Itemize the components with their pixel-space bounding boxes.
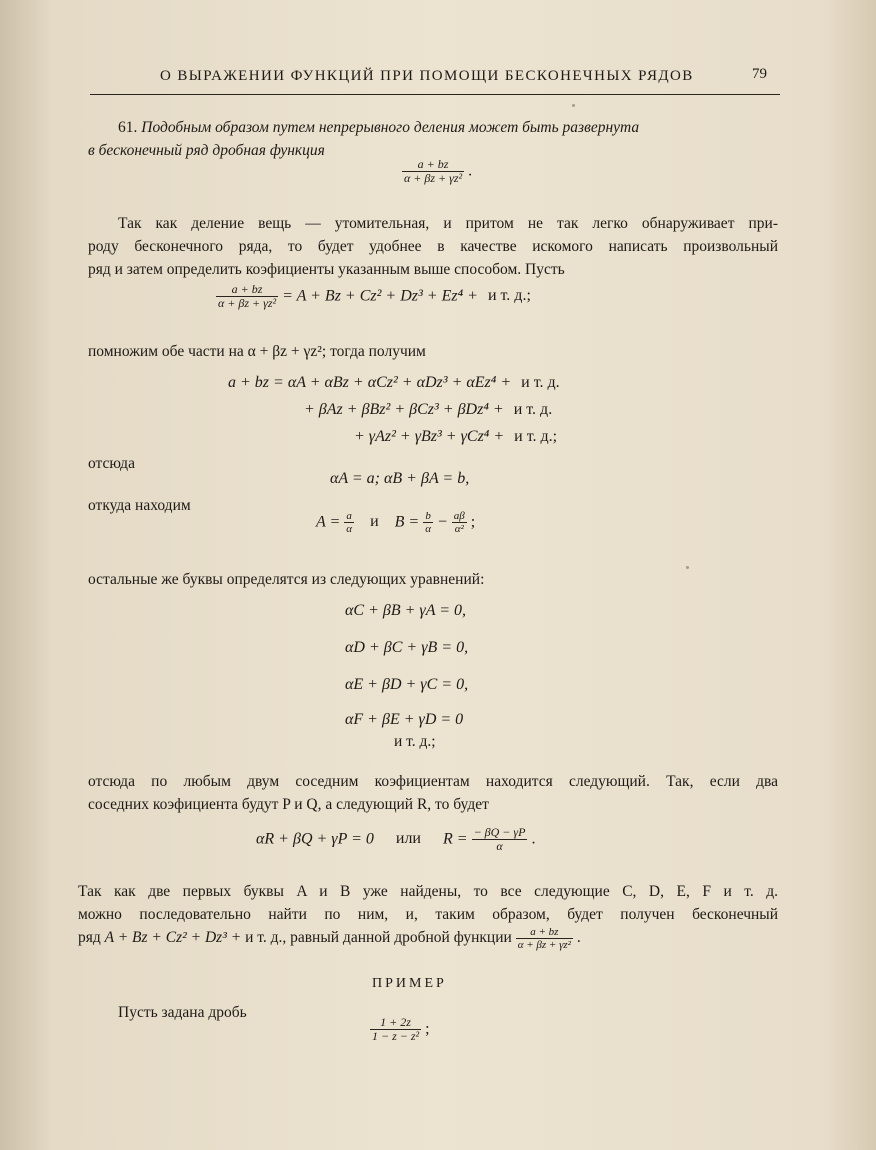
fraction-2-num: 1 + 2z bbox=[370, 1016, 421, 1030]
header-title: О ВЫРАЖЕНИИ ФУНКЦИЙ ПРИ ПОМОЩИ БЕСКОНЕЧНЫХ РЯДОВ bbox=[160, 68, 694, 84]
eq2-line3-expr: + γAz² + γBz³ + γCz⁴ + bbox=[354, 428, 505, 445]
eq2-line1-expr: a + bz = αA + αBz + αCz² + αDz³ + αEz⁴ + bbox=[228, 374, 512, 391]
system-eq-3: αE + βD + γC = 0, bbox=[345, 676, 469, 693]
paragraph-5: откуда находим bbox=[88, 497, 191, 514]
p8-line1: Так как две первых буквы A и B уже найдены, то все следующие C, D, E, F и т. д. bbox=[78, 883, 778, 900]
p2-line3: ряд и затем определить коэфициенты указанным выше способом. Пусть bbox=[88, 261, 565, 278]
eq1-num: a + bz bbox=[216, 283, 278, 297]
eq4-a-lhs: A = bbox=[316, 513, 341, 531]
paragraph-61 bbox=[118, 116, 778, 139]
section-heading: ПРИМЕР bbox=[372, 976, 447, 991]
header-rule bbox=[90, 94, 780, 95]
equation-recurrence bbox=[256, 826, 535, 853]
eq2-line2-tail: и т. д. bbox=[513, 401, 553, 418]
eq4-a-num: a bbox=[344, 510, 354, 523]
fraction-1 bbox=[402, 158, 472, 185]
eq4-tail: ; bbox=[470, 513, 476, 531]
p8-frac-num: a + bz bbox=[516, 926, 573, 939]
eq5-lhs: αR + βQ + γP = 0 bbox=[256, 830, 374, 848]
paragraph-7 bbox=[88, 770, 778, 816]
eq1-rhs: = A + Bz + Cz² + Dz³ + Ez⁴ + bbox=[282, 287, 478, 305]
equation-series bbox=[216, 283, 531, 310]
p8-line3 bbox=[78, 926, 778, 951]
p61-line2: в бесконечный ряд дробная функция bbox=[88, 142, 325, 159]
eq4-b1-den: α bbox=[425, 523, 431, 536]
fraction-2-tail: ; bbox=[425, 1020, 430, 1038]
equation-3: αA = a; αB + βA = b, bbox=[330, 470, 470, 487]
fraction-1-tail: . bbox=[468, 162, 473, 180]
eq2-line3-tail: и т. д.; bbox=[514, 428, 558, 445]
eq2-line3 bbox=[354, 428, 557, 446]
running-header bbox=[0, 68, 876, 92]
eq5-or: или bbox=[395, 830, 421, 848]
p2-line2: роду бесконечного ряда, то будет удобнее в качестве искомого написать произвольный bbox=[88, 238, 778, 255]
p8-line3-series: A + Bz + Cz² + Dz³ + bbox=[104, 929, 242, 947]
eq4-b-lhs: B = bbox=[394, 513, 420, 531]
eq4-and: и bbox=[370, 513, 379, 531]
eq4-b2-den: α² bbox=[454, 523, 464, 536]
paragraph-3: помножим обе части на α + βz + γz²; тогда получим bbox=[88, 343, 426, 360]
p8-line3-mid: и т. д., равный данной дробной функции bbox=[245, 929, 512, 947]
eq5-r-lhs: R = bbox=[442, 830, 468, 848]
equation-4 bbox=[316, 510, 475, 535]
eq4-minus: − bbox=[436, 513, 448, 531]
eq1-den: α + βz + γz² bbox=[218, 296, 277, 311]
paper-speck bbox=[686, 566, 689, 569]
eq4-a-den: α bbox=[346, 523, 353, 536]
eq1-tail: и т. д.; bbox=[487, 287, 531, 305]
p2-line1: Так как деление вещь — утомительная, и притом не так легко обнаруживает при- bbox=[118, 215, 778, 232]
paragraph-2 bbox=[88, 212, 778, 281]
system-tail: и т. д.; bbox=[394, 733, 436, 750]
fraction-2-den: 1 − z − z² bbox=[372, 1029, 420, 1044]
p8-line3-tail: . bbox=[576, 929, 581, 947]
p7-line2: соседних коэфициента будут P и Q, а следующий R, то будет bbox=[88, 796, 489, 813]
system-eq-1: αC + βB + γA = 0, bbox=[345, 602, 466, 619]
eq2-line2 bbox=[304, 401, 552, 419]
fraction-1-den: α + βz + γz² bbox=[404, 171, 463, 186]
eq4-b1-num: b bbox=[423, 510, 433, 523]
section-number: 61. bbox=[118, 119, 138, 136]
fraction-2 bbox=[370, 1016, 430, 1043]
p8-line2: можно последовательно найти по ним, и, таким образом, будет получен бесконечный bbox=[78, 906, 778, 923]
eq2-line1 bbox=[228, 374, 560, 392]
system-eq-2: αD + βC + γB = 0, bbox=[345, 639, 469, 656]
eq5-tail: . bbox=[531, 830, 536, 848]
fraction-1-num: a + bz bbox=[402, 158, 464, 172]
page-number: 79 bbox=[752, 66, 767, 82]
eq5-den: α bbox=[496, 839, 503, 854]
eq2-line2-expr: + βAz + βBz² + βCz³ + βDz⁴ + bbox=[304, 401, 504, 418]
paper-speck bbox=[572, 104, 575, 107]
eq5-num: − βQ − γP bbox=[473, 825, 526, 839]
p7-line1: отсюда по любым двум соседним коэфициентам находится следующий. Так, если два bbox=[88, 773, 778, 790]
paragraph-4: отсюда bbox=[88, 455, 135, 472]
p61-line1: Подобным образом путем непрерывного деления может быть развернута bbox=[141, 119, 640, 136]
p8-line3-start: ряд bbox=[78, 929, 101, 947]
paragraph-6: остальные же буквы определятся из следующих уравнений: bbox=[88, 571, 485, 588]
p8-frac-den: α + βz + γz² bbox=[517, 939, 571, 952]
paragraph-9: Пусть задана дробь bbox=[118, 1004, 247, 1021]
eq2-line1-tail: и т. д. bbox=[521, 374, 560, 391]
paragraph-8 bbox=[78, 880, 778, 926]
eq4-b2-num: aβ bbox=[453, 510, 465, 522]
system-eq-4: αF + βE + γD = 0 bbox=[345, 711, 464, 728]
